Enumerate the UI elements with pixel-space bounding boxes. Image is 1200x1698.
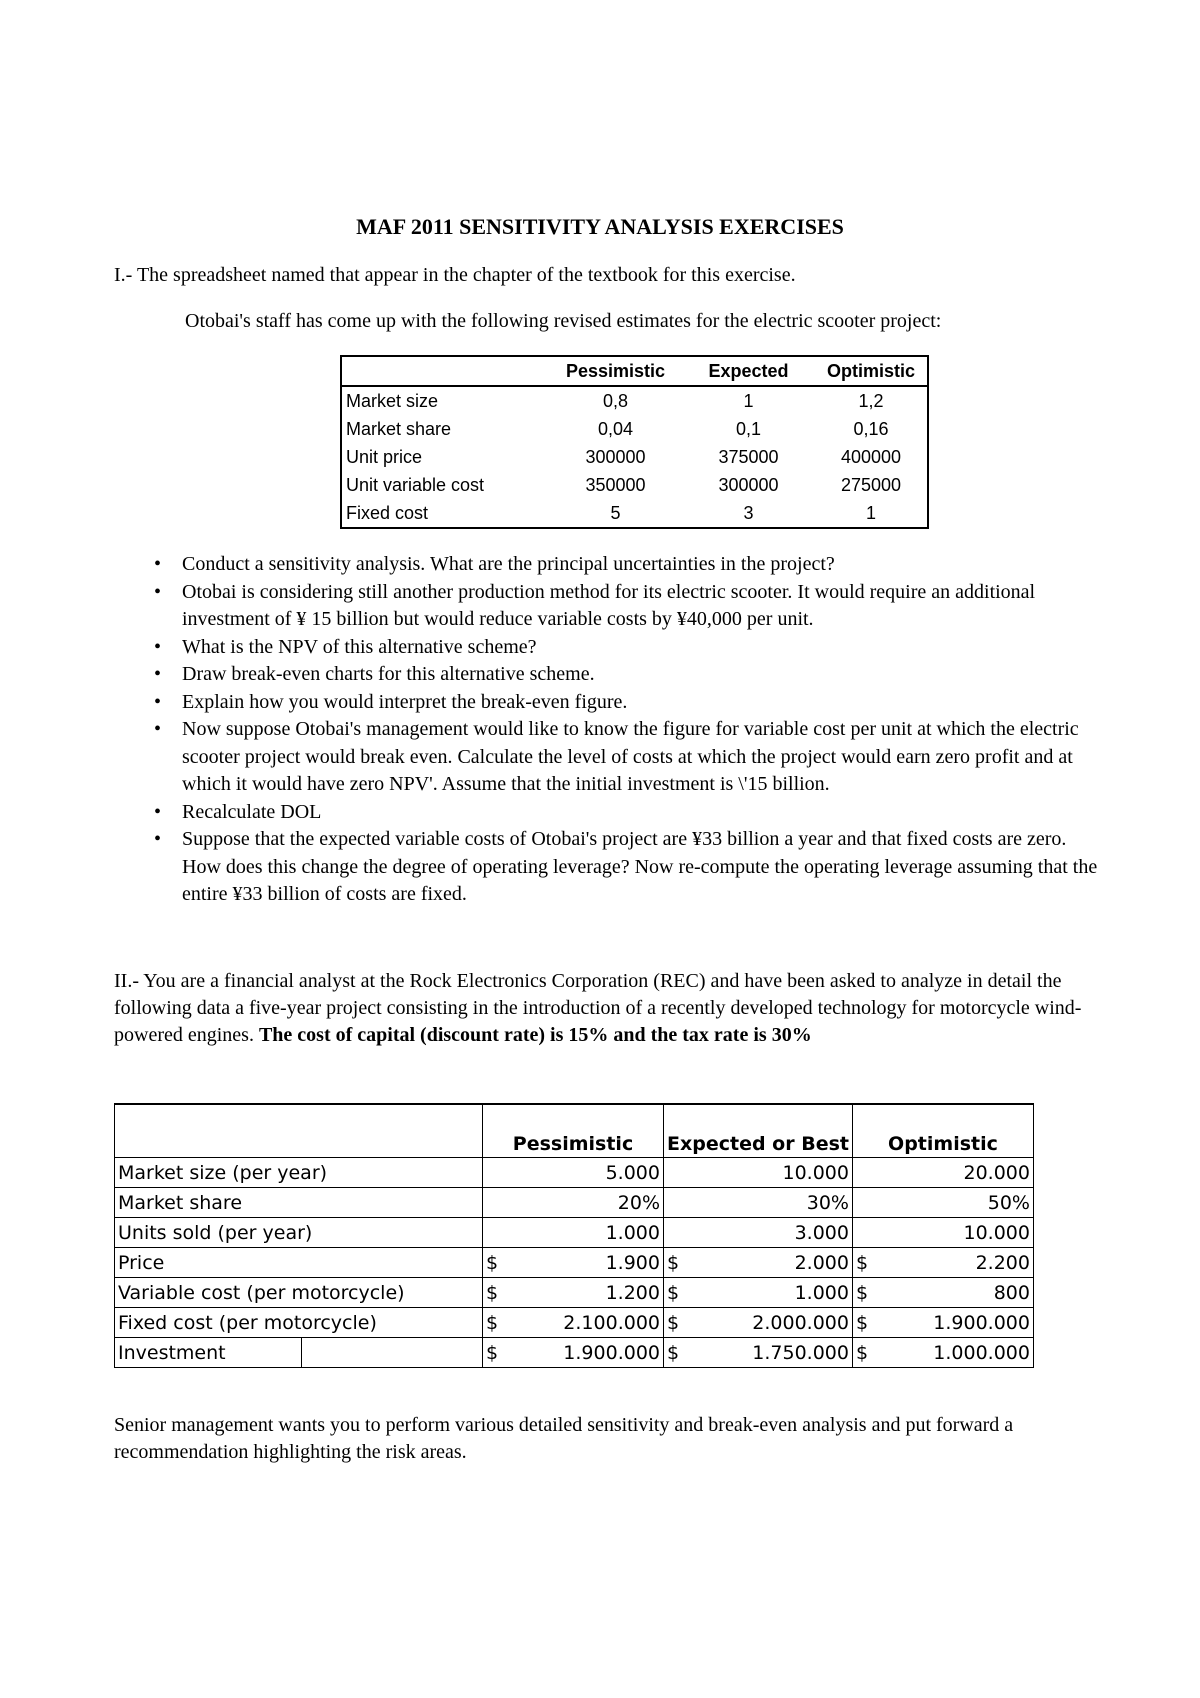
table-row: [115, 1338, 1034, 1368]
currency-symbol: $: [852, 1308, 880, 1338]
section-2-intro-text: II.- You are a financial analyst at the Rock Electronics Corporation (REC) and have been asked to analyze in detail the following data a five-year project consisting in the introduction of a recently developed technology for motorcycle wind-powered engines.: [114, 970, 1082, 1046]
row-label: Investment: [115, 1338, 302, 1368]
table-row: [115, 1248, 1034, 1278]
section-1-lead: Otobai's staff has come up with the following revised estimates for the electric scooter project:: [185, 310, 942, 332]
bullet-icon: •: [154, 718, 162, 740]
section-2-intro: [114, 968, 1114, 1049]
table-cell: 0,1: [735, 418, 762, 439]
bullet-icon: •: [154, 690, 162, 713]
col-header-expected: Expected or Best: [664, 1104, 853, 1158]
currency-symbol: $: [483, 1308, 511, 1338]
row-label: Fixed cost: [346, 502, 429, 523]
table-row: [115, 1218, 1034, 1248]
row-label: Fixed cost (per motorcycle): [115, 1308, 483, 1338]
col-header-pessimistic: Pessimistic: [483, 1104, 664, 1158]
section-1-intro: I.- The spreadsheet named that appear in the chapter of the textbook for this exercise.: [114, 264, 796, 286]
table-cell: 1,2: [858, 390, 884, 411]
currency-symbol: $: [852, 1338, 880, 1368]
table-cell: 5: [610, 502, 621, 523]
table-cell: 20%: [483, 1188, 664, 1218]
table-cell: 1.750.000: [692, 1338, 852, 1368]
table-row: [341, 415, 928, 443]
col-header-expected: Expected: [682, 356, 815, 386]
currency-symbol: $: [483, 1278, 511, 1308]
table-header-corner: [115, 1104, 483, 1158]
currency-symbol: $: [852, 1278, 880, 1308]
list-item: • Explain how you would interpret the break-even figure.: [140, 689, 1100, 717]
row-label: Unit price: [346, 446, 423, 467]
row-label: Unit variable cost: [346, 474, 485, 495]
currency-symbol: $: [483, 1248, 511, 1278]
table-cell: 0,8: [602, 390, 629, 411]
table-cell: 1: [865, 502, 876, 523]
table-row: [341, 471, 928, 499]
currency-symbol: $: [664, 1308, 693, 1338]
list-item: • Recalculate DOL: [140, 799, 1100, 827]
table-cell: 1.900.000: [510, 1338, 663, 1368]
section-2-intro-bold: The cost of capital (discount rate) is 15% and the tax rate is 30%: [258, 1024, 812, 1046]
table-cell: 1.000.000: [880, 1338, 1033, 1368]
table-row: [115, 1188, 1034, 1218]
table-cell: 3: [743, 502, 754, 523]
col-header-pessimistic: Pessimistic: [549, 356, 682, 386]
list-item: • Conduct a sensitivity analysis. What are the principal uncertainties in the project?: [140, 551, 1100, 579]
bullet-icon: •: [154, 635, 162, 658]
table-cell: 800: [880, 1278, 1033, 1308]
table-row: [115, 1308, 1034, 1338]
table-cell: 2.000: [692, 1248, 852, 1278]
otobai-estimates-table: [340, 355, 929, 529]
table-cell: 50%: [852, 1188, 1033, 1218]
list-item: • Otobai is considering still another production method for its electric scooter. It would require an additional investment of ¥ 15 billion but would reduce variable costs by ¥40,000 per unit.: [154, 580, 1036, 630]
table-cell: 30%: [664, 1188, 853, 1218]
table-row: [115, 1278, 1034, 1308]
row-label: Market share: [346, 418, 452, 439]
table-cell: 1.200: [510, 1278, 663, 1308]
currency-symbol: $: [664, 1338, 693, 1368]
row-label: Units sold (per year): [115, 1218, 483, 1248]
table-header-row: [115, 1104, 1034, 1158]
row-label: Market size: [346, 390, 439, 411]
table-row: [341, 499, 928, 528]
list-item: • Draw break-even charts for this alternative scheme.: [140, 661, 1100, 689]
table-row: [341, 443, 928, 471]
table-cell: 1.900.000: [880, 1308, 1033, 1338]
table-cell: 300000: [585, 446, 646, 467]
table-cell: 10.000: [852, 1218, 1033, 1248]
empty-cell: [302, 1338, 483, 1368]
col-header-optimistic: Optimistic: [815, 356, 928, 386]
table-cell: 0,04: [597, 418, 634, 439]
table-cell: 1.000: [692, 1278, 852, 1308]
bullet-icon: •: [154, 800, 162, 823]
bullet-icon: •: [154, 553, 162, 575]
table-cell: 10.000: [664, 1158, 853, 1188]
table-cell: 400000: [840, 446, 902, 467]
list-item: • Suppose that the expected variable costs of Otobai's project are ¥33 billion a year and that fixed costs are zero. How does this change the degree of operating leverage? Now re-compute the operating leverage assuming that the entire ¥33 billion of costs are fixed.: [154, 828, 1098, 905]
row-label: Variable cost (per motorcycle): [115, 1278, 483, 1308]
table-cell: 2.200: [880, 1248, 1033, 1278]
row-label: Market share: [115, 1188, 483, 1218]
currency-symbol: $: [483, 1338, 511, 1368]
table-cell: 275000: [840, 474, 902, 495]
table-cell: 5.000: [483, 1158, 664, 1188]
table-cell: 1.000: [483, 1218, 664, 1248]
table-cell: 1.900: [510, 1248, 663, 1278]
bullet-icon: •: [154, 828, 162, 850]
row-label: Market size (per year): [115, 1158, 483, 1188]
document-title: MAF 2011 SENSITIVITY ANALYSIS EXERCISES: [356, 214, 844, 239]
table-row: [115, 1158, 1034, 1188]
table-cell: 350000: [585, 474, 646, 495]
list-item: • What is the NPV of this alternative scheme?: [140, 634, 1100, 662]
table-cell: 375000: [718, 446, 779, 467]
table-row: [341, 386, 928, 415]
table-cell: 0,16: [853, 418, 889, 439]
currency-symbol: $: [664, 1248, 693, 1278]
table-cell: 2.100.000: [510, 1308, 663, 1338]
rec-project-table: [114, 1103, 1034, 1368]
exercise-bullet-list: [140, 551, 1100, 909]
table-cell: 1: [743, 390, 754, 411]
bullet-icon: •: [154, 580, 162, 603]
closing-paragraph: Senior management wants you to perform various detailed sensitivity and break-even analysis and put forward a recommendation highlighting the risk areas.: [114, 1414, 1014, 1463]
table-header-row: [341, 356, 928, 386]
col-header-optimistic: Optimistic: [852, 1104, 1033, 1158]
bullet-icon: •: [154, 663, 162, 685]
table-cell: 20.000: [852, 1158, 1033, 1188]
table-cell: 2.000.000: [692, 1308, 852, 1338]
currency-symbol: $: [852, 1248, 880, 1278]
row-label: Price: [115, 1248, 483, 1278]
table-cell: 3.000: [664, 1218, 853, 1248]
currency-symbol: $: [664, 1278, 693, 1308]
table-cell: 300000: [718, 474, 779, 495]
table-header-corner: [341, 356, 549, 386]
list-item: • Now suppose Otobai's management would like to know the figure for variable cost per unit at which the electric scooter project would break even. Calculate the level of costs at which the project would earn zero profit and at which it would have zero NPV'. Assume that the initial investment is \'15 billion.: [154, 718, 1079, 795]
